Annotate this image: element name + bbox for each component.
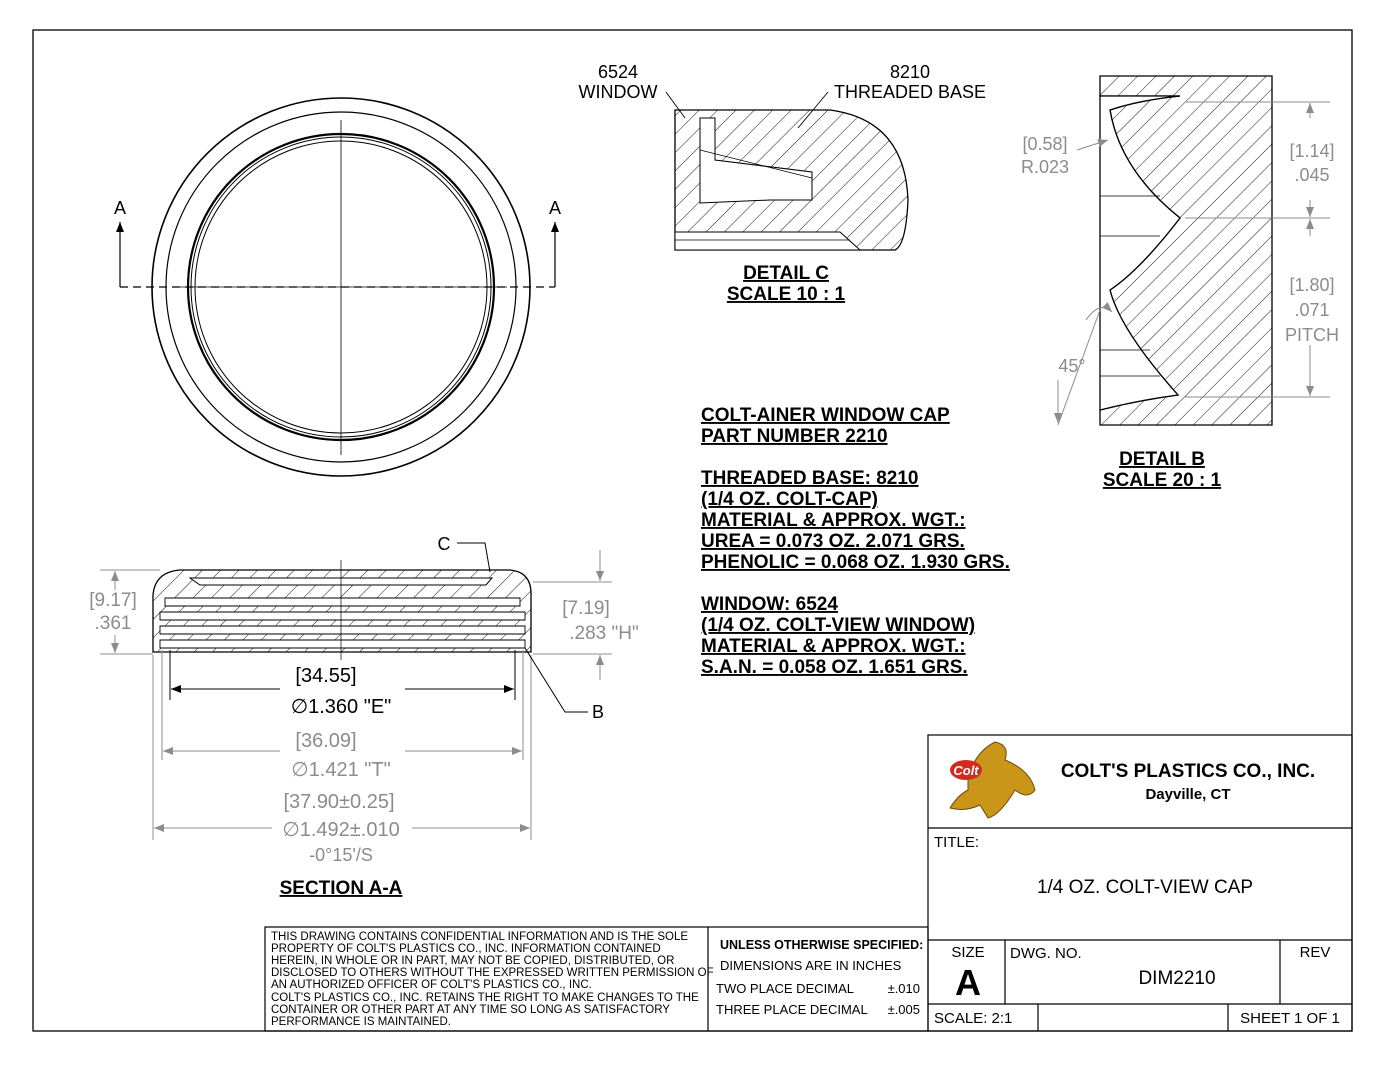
od-dimension-inch: ∅1.492±.010 [282,819,400,841]
section-a-a-view [153,560,531,660]
detail-c-window-number: 6524 [597,62,639,82]
detail-c-base-name: THREADED BASE [833,82,987,102]
detail-b-angle: 45° [1058,356,1086,376]
scale-value: SCALE: 2:1 [934,1010,1013,1027]
e-dimension-metric: [34.55] [295,665,357,687]
company-name: COLT'S PLASTICS CO., INC. [1060,761,1316,782]
rev-label: REV [1299,944,1331,961]
detail-b-scale: SCALE 20 : 1 [1102,470,1222,491]
notice-line: THIS DRAWING CONTAINS CONFIDENTIAL INFORMATION AND IS THE SOLE [271,931,689,943]
t-dimension-inch: ∅1.421 "T" [291,759,391,781]
note-line: (1/4 OZ. COLT-CAP) [701,489,878,510]
section-callout-b: B [591,702,605,722]
note-line: S.A.N. = 0.058 OZ. 1.651 GRS. [701,657,968,678]
detail-c-base-number: 8210 [889,62,931,82]
detail-c-scale: SCALE 10 : 1 [726,284,846,305]
top-view [120,98,555,476]
dwg-label: DWG. NO. [1010,945,1082,962]
dwg-number: DIM2210 [1138,968,1216,989]
note-line: PHENOLIC = 0.068 OZ. 1.930 GRS. [701,552,1010,573]
tolerance-header: UNLESS OTHERWISE SPECIFIED: [720,938,924,952]
drawing-title: 1/4 OZ. COLT-VIEW CAP [1036,877,1254,898]
note-line: MATERIAL & APPROX. WGT.: [701,636,966,657]
notice-line: DISCLOSED TO OTHERS WITHOUT THE EXPRESSED WRITTEN PERMISSION OF [271,967,714,979]
note-line: PART NUMBER 2210 [701,426,888,447]
colt-logo [950,742,1035,818]
detail-c-window-name: WINDOW [578,82,658,102]
note-line: MATERIAL & APPROX. WGT.: [701,510,966,531]
notice-line: CONTAINER OR OTHER PART AT ANY TIME SO LONG AS SATISFACTORY [271,1004,670,1016]
sheet-number: SHEET 1 OF 1 [1240,1010,1340,1027]
drawing-notes [701,405,1010,678]
notice-line: COLT'S PLASTICS CO., INC. RETAINS THE RIGHT TO MAKE CHANGES TO THE [271,992,699,1004]
note-line: (1/4 OZ. COLT-VIEW WINDOW) [701,615,976,636]
notice-line: PERFORMANCE IS MAINTAINED. [271,1016,451,1028]
detail-c-view [666,92,908,250]
detail-b-view [1100,76,1272,425]
detail-b-dim1-metric: [1.14] [1289,141,1335,161]
t-dimension-metric: [36.09] [295,730,357,752]
section-arrow-right-label: A [548,198,562,218]
section-callout-c: C [437,534,451,554]
detail-b-radius-metric: [0.58] [1022,134,1068,154]
notice-line: HEREIN, IN WHOLE OR IN PART, MAY NOT BE COPIED, DISTRIBUTED, OR [271,955,675,967]
title-label: TITLE: [934,834,980,851]
two-place-label: TWO PLACE DECIMAL [716,981,854,996]
note-line: THREADED BASE: 8210 [701,468,919,489]
height-inch: .361 [94,613,132,634]
three-place-tolerance: ±.005 [887,1002,920,1017]
od-tolerance: -0°15'/S [309,845,373,865]
detail-b-radius-inch: R.023 [1020,157,1070,177]
tolerance-units: DIMENSIONS ARE IN INCHES [720,958,902,973]
notice-line: AN AUTHORIZED OFFICER OF COLT'S PLASTICS CO., INC. [271,979,592,991]
two-place-tolerance: ±.010 [887,981,920,996]
h-dimension-metric: [7.19] [562,598,610,619]
note-line: WINDOW: 6524 [701,594,838,615]
od-dimension-metric: [37.90±0.25] [283,791,395,813]
detail-b-title: DETAIL B [1119,449,1205,470]
note-line: UREA = 0.073 OZ. 2.071 GRS. [701,531,965,552]
detail-b-pitch-inch: .071 [1294,300,1330,320]
size-label: SIZE [951,944,985,961]
section-title: SECTION A-A [279,878,403,899]
height-metric: [9.17] [89,590,137,611]
e-dimension-inch: ∅1.360 "E" [290,696,392,718]
section-arrow-left-label: A [113,198,127,218]
three-place-label: THREE PLACE DECIMAL [716,1002,868,1017]
detail-c-title: DETAIL C [743,263,829,284]
confidentiality-notice [271,931,714,1028]
h-dimension-inch: .283 "H" [569,623,639,644]
company-location: Dayville, CT [1145,786,1231,803]
detail-b-pitch-metric: [1.80] [1289,275,1335,295]
detail-b-dim1-inch: .045 [1294,165,1330,185]
detail-b-pitch-label: PITCH [1285,325,1339,345]
svg-text:Colt: Colt [953,763,979,778]
notice-line: PROPERTY OF COLT'S PLASTICS CO., INC. INFORMATION CONTAINED [271,943,661,955]
note-line: COLT-AINER WINDOW CAP [701,405,950,426]
size-value: A [955,962,981,1003]
